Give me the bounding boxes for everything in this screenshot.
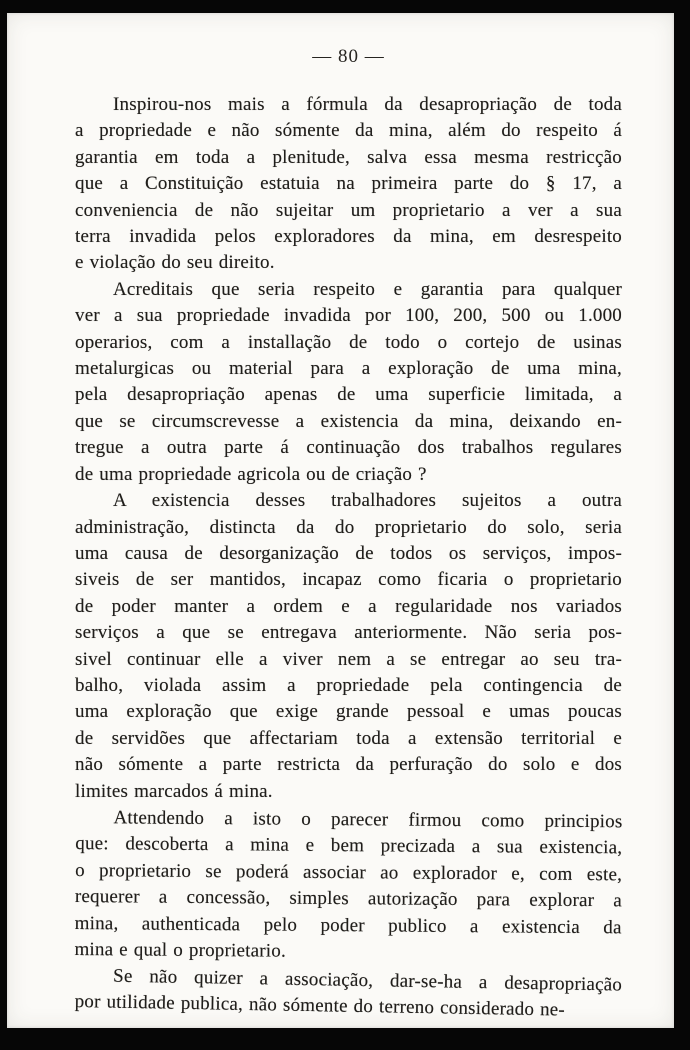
text-line: ver a sua propriedade invadida por 100, 200, 500 ou 1.000 [75, 305, 622, 327]
text-line: terra invadida pelos exploradores da mina, em desrespeito [75, 226, 622, 248]
text-line: Attendendo a isto o parecer firmou como principios [113, 807, 623, 833]
text-line: que: descoberta a mina e bem precizada a sua existencia, [75, 833, 623, 859]
text-line: não sómente a parte restricta da perfuração do solo e dos [75, 754, 622, 776]
text-line: garantia em toda a plenitude, salva essa mesma restricção [75, 146, 622, 168]
text-line: Inspirou-nos mais a fórmula da desapropriação de toda [113, 94, 622, 115]
text-line: pela desapropriação apenas de uma superficie limitada, a [75, 384, 622, 406]
text-line: balho, violada assim a propriedade pela contingencia de [75, 674, 622, 696]
text-line: limites marcados á mina. [75, 780, 273, 802]
paragraph [75, 92, 622, 277]
text-line: A existencia desses trabalhadores sujeitos a outra [113, 490, 622, 512]
text-line: que a Constituição estatuia na primeira parte do § 17, a [75, 173, 622, 195]
text-line: conveniencia de não sujeitar um proprietario a ver a sua [75, 199, 622, 221]
text-line: de servidões que affectariam toda a extensão territorial e [75, 727, 622, 749]
text-line: e violação do seu direito. [75, 252, 275, 274]
text-line: tregue a outra parte á continuação dos trabalhos regulares [75, 437, 622, 459]
text-line: mina e qual o proprietario. [74, 938, 287, 962]
text-line: siveis de ser mantidos, incapaz como ficaria o proprietario [75, 569, 622, 591]
page-text [74, 92, 623, 1022]
paragraph [75, 488, 622, 805]
text-line: o proprietario se poderá associar ao explorador e, com este, [75, 859, 623, 886]
text-line: que se circumscrevesse a existencia da mina, deixando en- [75, 410, 622, 432]
text-line: uma causa de desorganização de todos os serviços, impos- [75, 542, 622, 564]
text-line: operarios, com a installação de todo o cortejo de usinas [75, 331, 622, 353]
text-line: metalurgicas ou material para a exploração de uma mina, [75, 358, 622, 380]
text-line: a propriedade e não sómente da mina, além do respeito á [75, 120, 622, 142]
text-line: de poder manter a ordem e a regularidade nos variados [75, 595, 622, 617]
text-line: uma exploração que exige grande pessoal e umas poucas [75, 701, 622, 723]
text-line: Se não quizer a associação, dar-se-ha a desapropriação [112, 966, 623, 996]
text-line: sivel continuar elle a viver nem a se entregar ao seu tra- [75, 648, 622, 670]
text-line: por utilidade publica, não sómente do terreno considerado ne- [74, 991, 566, 1022]
page-number: — 80 — [312, 46, 385, 67]
text-line: Acreditais que seria respeito e garantia para qualquer [113, 278, 622, 300]
text-line: de uma propriedade agricola ou de criação ? [75, 463, 427, 485]
book-page [7, 13, 674, 1028]
paragraph [74, 963, 622, 1025]
text-line: administração, distincta da do proprietario do solo, seria [75, 516, 622, 538]
text-line: requerer a concessão, simples autorização para explorar a [74, 886, 622, 912]
text-line: serviços a que se entregava anteriormente. Não seria pos- [75, 622, 622, 644]
paragraph [75, 277, 622, 488]
paragraph [74, 805, 622, 968]
text-line: mina, authenticada pelo poder publico a existencia da [74, 912, 622, 938]
